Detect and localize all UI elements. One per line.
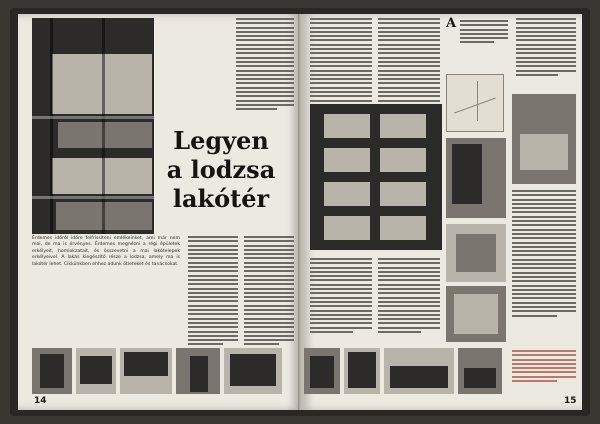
article-lead: Érdemes időről időre felfrissíteni emlékeinket, ami már nem mai, de ma is érvényes. Érdemes megnézni a régi épületek erkélyeit, homlokzatait, és összevetni a mai lakótelepek erkélyeivel. A lakás kiegészítő része a lodzsa, amely ma is lakótér lehet. Cikkünkben ehhez adunk ötleteket és tanácsokat. [32,236,180,267]
dropcap-letter: A [446,16,457,31]
right-text-column-2 [378,18,440,113]
right-text-column-1 [310,18,372,113]
article-headline [156,126,286,213]
right-text-column-6 [310,258,372,335]
text-column-upper [236,18,294,113]
chair-photo [446,224,506,282]
page-number-left: 14 [34,396,47,406]
plants-photo [446,138,506,218]
headline-line-2: a lodzsa [166,155,276,184]
headline-line-1: Legyen [173,126,269,155]
right-text-column-5 [512,190,576,319]
left-page [18,14,300,410]
text-column-middle [188,236,238,348]
stair-photo [446,286,506,342]
strip-photo-6 [304,348,340,394]
right-text-column-4 [516,18,576,78]
strip-photo-2 [76,348,116,394]
text-column-right [244,236,294,348]
strip-photo-9 [458,348,502,394]
right-text-column-7 [378,258,440,335]
loggia-sketch [446,74,504,132]
strip-photo-7 [344,348,380,394]
strip-photo-3 [120,348,172,394]
strip-photo-4 [176,348,220,394]
credits-block [512,350,576,384]
right-text-column-3 [460,20,508,46]
facade-photo [310,104,442,250]
headline-line-3: lakótér [172,184,270,213]
strip-photo-1 [32,348,72,394]
balcony-building-photo [32,18,154,234]
loggia-furniture-photo [512,94,576,184]
strip-photo-5 [224,348,282,394]
strip-photo-8 [384,348,454,394]
page-number-right: 15 [564,396,577,406]
right-page [302,14,582,410]
